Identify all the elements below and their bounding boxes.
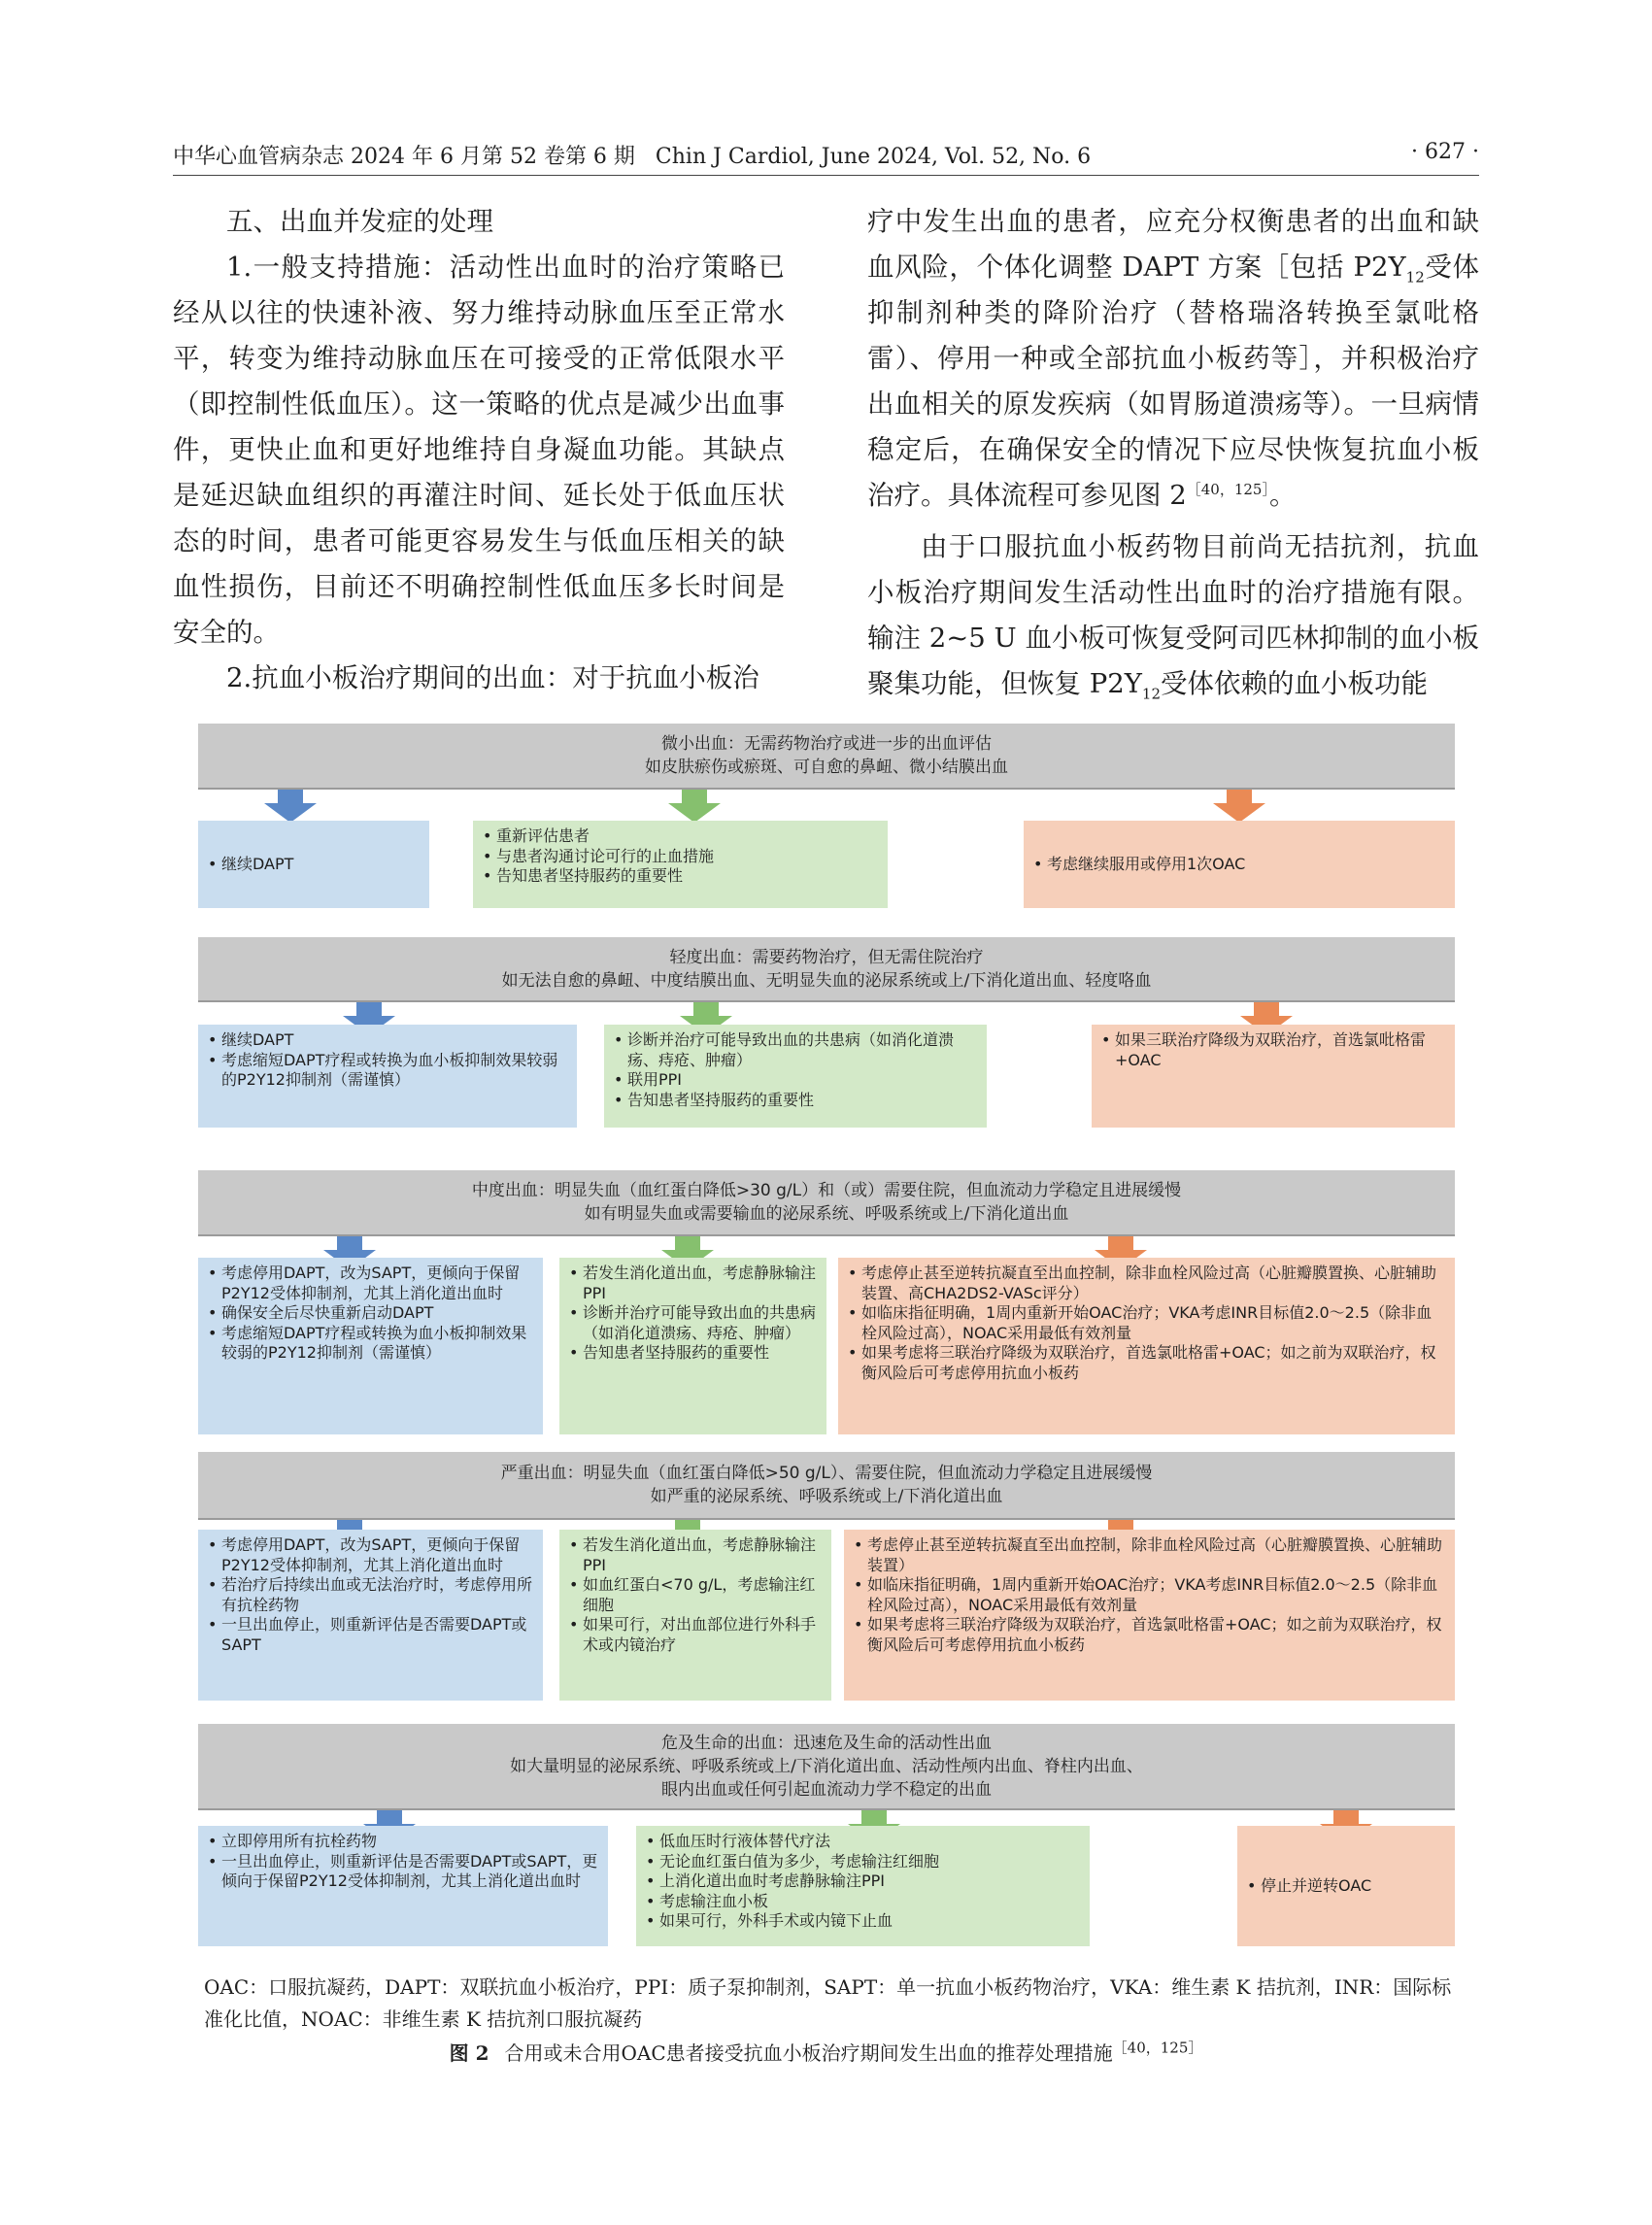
page-header: [173, 136, 1479, 176]
mild-blue-recommendations: [198, 1025, 577, 1128]
recommendation-item: • 若发生消化道出血，考虑静脉输注PPI: [569, 1535, 822, 1575]
banner-definition: 微小出血：无需药物治疗或进一步的出血评估: [661, 734, 992, 754]
bleeding-management-flowchart: [198, 724, 1455, 1962]
page-number: · 627 ·: [1411, 140, 1479, 164]
recommendation-item: • 若发生消化道出血，考虑静脉输注PPI: [569, 1264, 817, 1303]
banner-examples: 如无法自愈的鼻衄、中度结膜出血、无明显失血的泌尿系统或上/下消化道出血、轻度咯血: [501, 970, 1152, 991]
recommendation-item: • 上消化道出血时考虑静脉输注PPI: [646, 1871, 1080, 1892]
figure-label: 图 2: [449, 2041, 489, 2065]
recommendation-item: • 如果考虑将三联治疗降级为双联治疗，首选氯吡格雷+OAC；如之前为双联治疗，权衡风险后可考虑停用抗血小板药: [854, 1615, 1445, 1655]
banner-definition: 轻度出血：需要药物治疗，但无需住院治疗: [669, 947, 984, 967]
recommendation-item: • 告知患者坚持服药的重要性: [569, 1343, 817, 1364]
banner-definition: 中度出血：明显失血（血红蛋白降低>30 g/L）和（或）需要住院，但血流动力学稳定且进展缓慢: [471, 1181, 1182, 1200]
recommendation-item: • 如果可行，外科手术或内镜下止血: [646, 1911, 1080, 1932]
right-column: [867, 199, 1479, 707]
banner-examples: 眼内出血或任何引起血流动力学不稳定的出血: [661, 1779, 992, 1800]
recommendation-item: • 一旦出血停止，则重新评估是否需要DAPT或SAPT，更倾向于保留P2Y12受体抑制剂，尤其上消化道出血时: [208, 1852, 598, 1892]
recommendation-item: • 如果考虑将三联治疗降级为双联治疗，首选氯吡格雷+OAC；如之前为双联治疗，权衡风险后可考虑停用抗血小板药: [848, 1343, 1445, 1383]
p3-part-a: 疗中发生出血的患者，应充分权衡患者的出血和缺血风险，个体化调整 DAPT 方案［包括 P2Y: [867, 206, 1479, 283]
mild-green-recommendations: [604, 1025, 987, 1128]
recommendation-item: • 考虑缩短DAPT疗程或转换为血小板抑制效果较弱的P2Y12抑制剂（需谨慎）: [208, 1051, 567, 1091]
journal-citation: [173, 140, 1091, 170]
recommendation-item: • 低血压时行液体替代疗法: [646, 1832, 1080, 1852]
banner-severe-bleeding: [198, 1452, 1455, 1520]
paragraph-4: [867, 524, 1479, 707]
recommendation-item: • 考虑继续服用或停用1次OAC: [1033, 855, 1245, 875]
figure-title: [0, 2038, 1652, 2066]
banner-mild-bleeding: [198, 937, 1455, 1002]
p4-part-a: 由于口服抗血小板药物目前尚无拮抗剂，抗血小板治疗期间发生活动性出血时的治疗措施有限。输注 2~5 U 血小板可恢复受阿司匹林抑制的血小板聚集功能，但恢复 P2Y: [867, 531, 1479, 699]
p3-end: 。: [1268, 480, 1297, 511]
moderate-blue-recommendations: [198, 1258, 543, 1434]
banner-definition: 危及生命的出血：迅速危及生命的活动性出血: [661, 1733, 992, 1753]
recommendation-item: • 继续DAPT: [208, 1030, 567, 1051]
severe-orange-recommendations: [844, 1530, 1455, 1701]
recommendation-item: • 诊断并治疗可能导致出血的共患病（如消化道溃疡、痔疮、肿瘤）: [569, 1303, 817, 1343]
recommendation-item: • 如血红蛋白<70 g/L，考虑输注红细胞: [569, 1575, 822, 1615]
banner-examples: 如严重的泌尿系统、呼吸系统或上/下消化道出血: [650, 1487, 1003, 1506]
severe-green-recommendations: [559, 1530, 831, 1701]
recommendation-item: • 告知患者坚持服药的重要性: [614, 1091, 977, 1111]
journal-en: Chin J Cardiol, June 2024, Vol. 52, No. 6: [655, 145, 1092, 169]
moderate-green-recommendations: [559, 1258, 826, 1434]
recommendation-item: • 考虑停止甚至逆转抗凝直至出血控制，除非血栓风险过高（心脏瓣膜置换、心脏辅助装置）: [854, 1535, 1445, 1575]
paragraph-1: 1.一般支持措施：活动性出血时的治疗策略已经从以往的快速补液、努力维持动脉血压至正常水平，转变为维持动脉血压在可接受的正常低限水平（即控制性低血压）。这一策略的优点是减少出血事件，更快止血和更好地维持自身凝血功能。其缺点是延迟缺血组织的再灌注时间、延长处于低血压状态的时间，患者可能更容易发生与低血压相关的缺血性损伤，目前还不明确控制性低血压多长时间是安全的。: [173, 252, 785, 648]
paragraph-2: 2.抗血小板治疗期间的出血：对于抗血小板治: [226, 662, 759, 693]
banner-moderate-bleeding: [198, 1170, 1455, 1236]
p3-part-b: 受体抑制剂种类的降阶治疗（替格瑞洛转换至氯吡格雷）、停用一种或全部抗血小板药等］，并积极治疗出血相关的原发疾病（如胃肠道溃疡等）。一旦病情稳定后，在确保安全的情况下应尽快恢复抗血小板治疗。具体流程可参见图 2: [867, 252, 1480, 511]
p4-sub: 12: [1141, 685, 1161, 703]
banner-definition: 严重出血：明显失血（血红蛋白降低>50 g/L）、需要住院，但血流动力学稳定且进展缓慢: [500, 1464, 1153, 1483]
body-text: [173, 199, 1479, 704]
journal-cn: 中华心血管病杂志 2024 年 6 月第 52 卷第 6 期: [173, 145, 635, 169]
minor-blue-recommendations: [198, 821, 429, 908]
recommendation-item: • 若治疗后持续出血或无法治疗时，考虑停用所有抗栓药物: [208, 1575, 533, 1615]
recommendation-item: • 立即停用所有抗栓药物: [208, 1832, 598, 1852]
recommendation-item: • 考虑停用DAPT，改为SAPT，更倾向于保留P2Y12受体抑制剂，尤其上消化道出血时: [208, 1264, 533, 1303]
recommendation-item: • 无论血红蛋白值为多少，考虑输注红细胞: [646, 1852, 1080, 1872]
banner-life-threatening-bleeding: [198, 1724, 1455, 1810]
figure-title-text: 合用或未合用OAC患者接受抗血小板治疗期间发生出血的推荐处理措施: [504, 2041, 1113, 2065]
recommendation-item: • 与患者沟通讨论可行的止血措施: [483, 847, 878, 867]
recommendation-item: • 考虑停止甚至逆转抗凝直至出血控制，除非血栓风险过高（心脏瓣膜置换、心脏辅助装置、高CHA2DS2-VASc评分）: [848, 1264, 1445, 1303]
severe-blue-recommendations: [198, 1530, 543, 1701]
recommendation-item: • 确保安全后尽快重新启动DAPT: [208, 1303, 533, 1324]
minor-green-recommendations: [473, 821, 888, 908]
banner-examples: 如皮肤瘀伤或瘀斑、可自愈的鼻衄、微小结膜出血: [645, 758, 1008, 777]
mild-orange-recommendations: [1092, 1025, 1455, 1128]
minor-orange-recommendations: [1024, 821, 1455, 908]
recommendation-item: • 一旦出血停止，则重新评估是否需要DAPT或SAPT: [208, 1615, 533, 1655]
paragraph-3: [867, 199, 1479, 519]
p4-part-b: 受体依赖的血小板功能: [1161, 668, 1428, 699]
recommendation-item: • 考虑停用DAPT，改为SAPT，更倾向于保留P2Y12受体抑制剂，尤其上消化道出血时: [208, 1535, 533, 1575]
figure-title-ref: ［40，125］: [1112, 2039, 1203, 2057]
life-threatening-orange-recommendations: [1237, 1826, 1455, 1946]
recommendation-item: • 重新评估患者: [483, 826, 878, 847]
figure-caption: OAC：口服抗凝药，DAPT：双联抗血小板治疗，PPI：质子泵抑制剂，SAPT：单一抗血小板药物治疗，VKA：维生素 K 拮抗剂，INR：国际标准化比值，NOAC：非维生素 K 拮抗剂口服抗凝药: [204, 1975, 1452, 2031]
life-threatening-blue-recommendations: [198, 1826, 608, 1946]
recommendation-item: • 停止并逆转OAC: [1247, 1876, 1371, 1897]
p3-sub: 12: [1405, 268, 1425, 287]
recommendation-item: • 如果可行，对出血部位进行外科手术或内镜治疗: [569, 1615, 822, 1655]
recommendation-item: • 如果三联治疗降级为双联治疗，首选氯吡格雷+OAC: [1101, 1030, 1445, 1070]
section-title: 五、出血并发症的处理: [226, 206, 493, 237]
recommendation-item: • 继续DAPT: [208, 855, 293, 875]
recommendation-item: • 告知患者坚持服药的重要性: [483, 866, 878, 887]
left-column: [173, 199, 785, 701]
recommendation-item: • 联用PPI: [614, 1070, 977, 1091]
banner-minor-bleeding: [198, 724, 1455, 790]
banner-examples: 如大量明显的泌尿系统、呼吸系统或上/下消化道出血、活动性颅内出血、脊柱内出血、: [510, 1756, 1143, 1776]
recommendation-item: • 考虑输注血小板: [646, 1892, 1080, 1912]
recommendation-item: • 如临床指征明确，1周内重新开始OAC治疗；VKA考虑INR目标值2.0～2.5（除非血栓风险过高），NOAC采用最低有效剂量: [854, 1575, 1445, 1615]
p3-ref: ［40，125］: [1186, 480, 1269, 498]
moderate-orange-recommendations: [838, 1258, 1455, 1434]
life-threatening-green-recommendations: [636, 1826, 1090, 1946]
recommendation-item: • 诊断并治疗可能导致出血的共患病（如消化道溃疡、痔疮、肿瘤）: [614, 1030, 977, 1070]
banner-examples: 如有明显失血或需要输血的泌尿系统、呼吸系统或上/下消化道出血: [584, 1204, 1069, 1224]
recommendation-item: • 考虑缩短DAPT疗程或转换为血小板抑制效果较弱的P2Y12抑制剂（需谨慎）: [208, 1324, 533, 1364]
recommendation-item: • 如临床指征明确，1周内重新开始OAC治疗；VKA考虑INR目标值2.0～2.5（除非血栓风险过高），NOAC采用最低有效剂量: [848, 1303, 1445, 1343]
